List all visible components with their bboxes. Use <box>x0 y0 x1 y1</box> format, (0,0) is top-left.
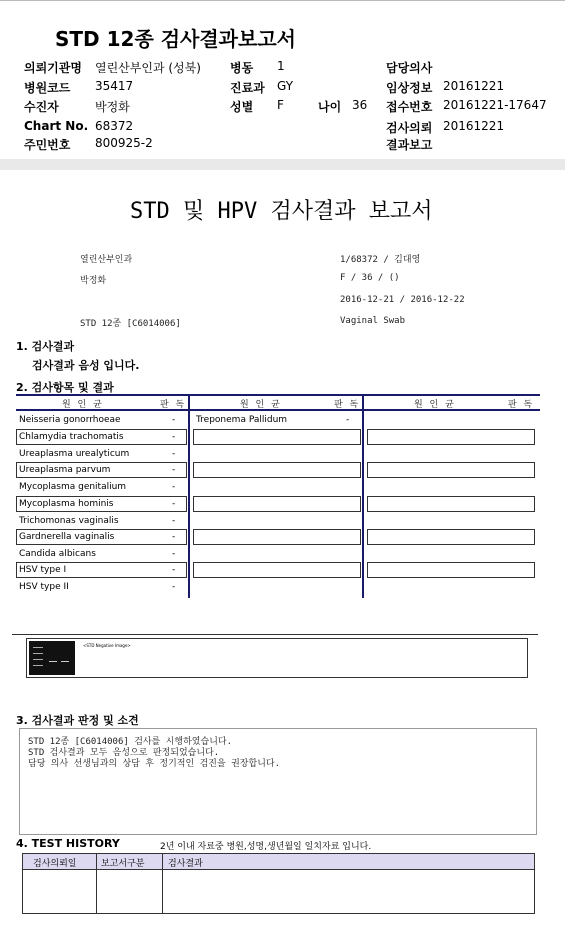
organism-name: HSV type I <box>19 565 67 575</box>
col-header-judge: 판 독 <box>160 400 187 410</box>
organism-result: - <box>172 449 176 459</box>
field-label: 접수번호 <box>386 100 433 114</box>
gel-image-frame <box>26 638 528 678</box>
empty-row <box>367 462 535 478</box>
table-top-rule <box>16 394 540 396</box>
age-value: 36 <box>352 98 368 112</box>
info-sex-age: F / 36 / () <box>340 273 400 283</box>
organism-result: - <box>172 432 176 442</box>
organism-name: Trichomonas vaginalis <box>19 516 119 526</box>
organism-name: Treponema Pallidum <box>196 415 288 425</box>
opinion-box <box>19 728 537 835</box>
empty-row <box>193 562 361 578</box>
field-label: 의뢰기관명 <box>24 61 82 75</box>
field-label: 수진자 <box>24 100 59 114</box>
organism-result: - <box>172 532 176 542</box>
empty-row <box>193 462 361 478</box>
field-label: 성별 <box>230 100 254 114</box>
col-header-judge: 판 독 <box>508 400 535 410</box>
opinion-line: STD 12종 [C6014006] 검사를 시행하였습니다. <box>28 737 233 747</box>
organism-result: - <box>172 482 176 492</box>
col-header-organism: 원 인 균 <box>414 400 456 410</box>
organism-result: - <box>346 415 350 425</box>
organism-result: - <box>172 549 176 559</box>
info-test: STD 12종 [C6014006] <box>80 319 181 329</box>
history-table <box>22 853 535 914</box>
field-label: 병동 <box>230 61 254 75</box>
organism-name: Mycoplasma hominis <box>19 499 114 509</box>
info-hospital: 열린산부인과 <box>80 255 133 265</box>
col-header-judge: 판 독 <box>334 400 361 410</box>
field-value: 열린산부인과 (성북) <box>95 61 201 75</box>
organism-result: - <box>172 516 176 526</box>
organism-result: - <box>172 499 176 509</box>
organism-name: Neisseria gonorrhoeae <box>19 415 121 425</box>
empty-row <box>367 429 535 445</box>
field-label: 병원코드 <box>24 81 71 95</box>
organism-result: - <box>172 565 176 575</box>
section1-text: 검사결과 음성 입니다. <box>32 359 140 372</box>
empty-row <box>193 429 361 445</box>
field-value: 20161221 <box>443 119 505 133</box>
info-specimen: Vaginal Swab <box>340 316 406 326</box>
field-value: 20161221 <box>443 79 505 93</box>
field-value: GY <box>277 79 294 93</box>
organism-name: Ureaplasma urealyticum <box>19 449 130 459</box>
section4-title: 4. TEST HISTORY <box>16 837 120 850</box>
section1-title: 1. 검사결과 <box>16 340 75 353</box>
report-title: STD 및 HPV 검사결과 보고서 <box>130 199 433 224</box>
col-header-organism: 원 인 균 <box>240 400 282 410</box>
field-value: 1 <box>277 59 285 73</box>
field-value: 800925-2 <box>95 136 153 150</box>
field-label: 결과보고 <box>386 138 433 152</box>
field-label: 진료과 <box>230 81 265 95</box>
field-label: Chart No. <box>24 119 89 133</box>
organism-name: HSV type II <box>19 582 69 592</box>
history-col-header: 검사결과 <box>168 859 203 869</box>
history-col-header: 검사의뢰일 <box>33 859 77 869</box>
field-label: 임상정보 <box>386 81 433 95</box>
empty-row <box>367 496 535 512</box>
divider <box>12 634 538 635</box>
col-header-organism: 원 인 균 <box>62 400 104 410</box>
report-header <box>0 0 565 159</box>
history-header-row <box>23 854 534 870</box>
history-col-header: 보고서구분 <box>101 859 145 869</box>
organism-name: Ureaplasma parvum <box>19 465 111 475</box>
organism-name: Candida albicans <box>19 549 96 559</box>
section3-title: 3. 검사결과 판정 및 소견 <box>16 714 139 727</box>
organism-result: - <box>172 465 176 475</box>
organism-result: - <box>172 582 176 592</box>
gel-image <box>29 641 75 675</box>
report-page <box>0 170 565 938</box>
field-label: 검사의뢰 <box>386 121 433 135</box>
organism-result: - <box>172 415 176 425</box>
history-note: 2년 이내 자료중 병원,성명,생년월일 일치자료 입니다. <box>160 842 372 852</box>
empty-row <box>193 496 361 512</box>
organism-name: Gardnerella vaginalis <box>19 532 115 542</box>
field-value: 68372 <box>95 119 134 133</box>
column-divider <box>188 394 190 598</box>
empty-row <box>367 529 535 545</box>
section2-title: 2. 검사항목 및 결과 <box>16 381 114 394</box>
empty-row <box>193 529 361 545</box>
organism-name: Chlamydia trachomatis <box>19 432 124 442</box>
header-title: STD 12종 검사결과보고서 <box>55 27 296 51</box>
field-label: 주민번호 <box>24 138 71 152</box>
info-chart-doctor: 1/68372 / 김대영 <box>340 255 421 265</box>
field-label: 담당의사 <box>386 61 433 75</box>
column-divider <box>362 394 364 598</box>
age-label: 나이 <box>318 100 342 114</box>
opinion-line: STD 검사결과 모두 음성으로 판정되었습니다. <box>28 748 220 758</box>
gel-caption: <STD Negative Image> <box>83 643 131 648</box>
field-value: F <box>277 98 284 112</box>
field-value: 박정화 <box>95 100 130 114</box>
field-value: 20161221-17647 <box>443 98 547 112</box>
organism-name: Mycoplasma genitalium <box>19 482 127 492</box>
empty-row <box>367 562 535 578</box>
info-patient: 박정화 <box>80 276 107 286</box>
info-dates: 2016-12-21 / 2016-12-22 <box>340 295 465 305</box>
opinion-line: 담당 의사 선생님과의 상담 후 정기적인 검진을 권장합니다. <box>28 759 281 769</box>
field-value: 35417 <box>95 79 134 93</box>
